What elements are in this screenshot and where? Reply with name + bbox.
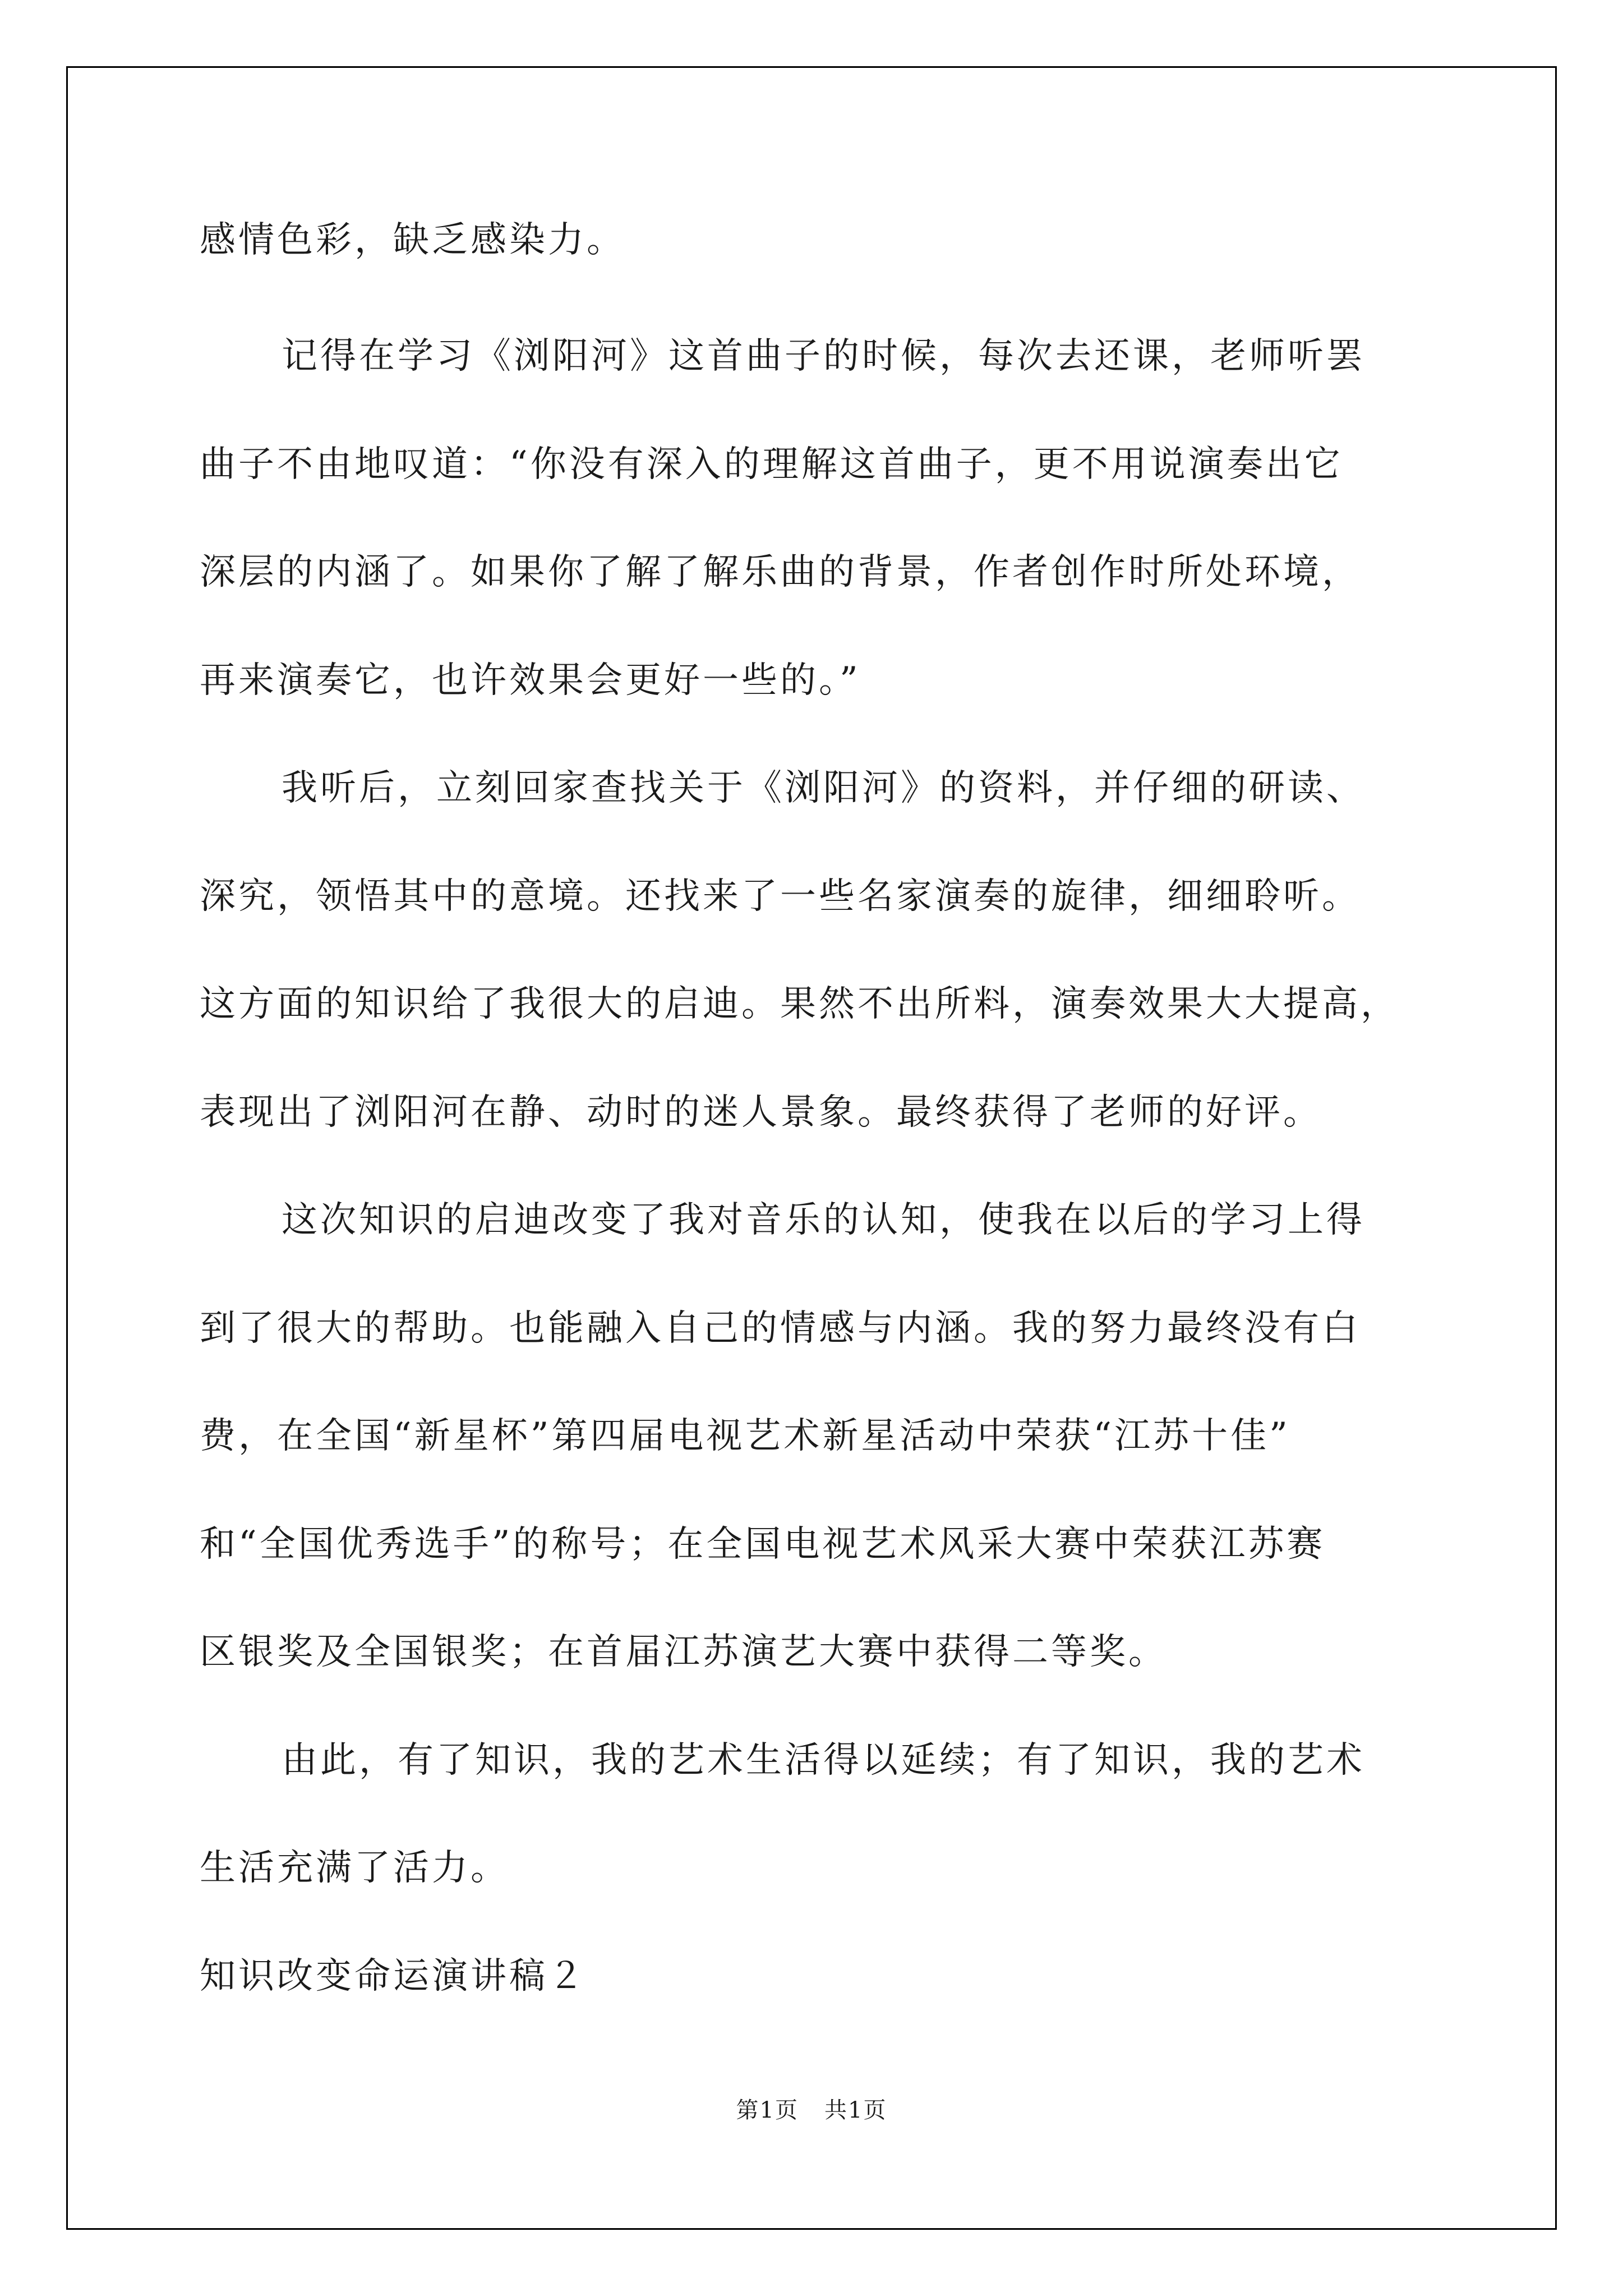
section-heading: 知识改变命运演讲稿２ [200, 1955, 587, 1997]
text-line: 费，在全国“新星杯”第四届电视艺术新星活动中荣获“江苏十佳” [200, 1415, 1290, 1457]
text-line: 和“全国优秀选手”的称号；在全国电视艺术风采大赛中荣获江苏赛 [200, 1524, 1326, 1565]
text-line: 再来演奏它，也许效果会更好一些的。” [200, 660, 861, 701]
text-line: 深层的内涵了。如果你了解了解乐曲的背景，作者创作时所处环境， [200, 551, 1361, 593]
paragraph-first-line: 记得在学习《浏阳河》这首曲子的时候，每次去还课，老师听罢 [282, 335, 1365, 377]
paragraph-first-line: 这次知识的启迪改变了我对音乐的认知，使我在以后的学习上得 [282, 1199, 1365, 1241]
text-line: 区银奖及全国银奖；在首届江苏演艺大赛中获得二等奖。 [200, 1631, 1167, 1673]
page-border [66, 66, 1557, 2230]
page-footer [0, 2096, 1623, 2125]
page-number: 第1页 [736, 2097, 799, 2123]
text-line: 曲子不由地叹道：“你没有深入的理解这首曲子，更不用说演奏出它 [200, 444, 1343, 485]
paragraph-first-line: 我听后，立刻回家查找关于《浏阳河》的资料，并仔细的研读、 [282, 767, 1365, 809]
text-line: 表现出了浏阳河在静、动时的迷人景象。最终获得了老师的好评。 [200, 1092, 1322, 1133]
text-line: 到了很大的帮助。也能融入自己的情感与内涵。我的努力最终没有白 [200, 1308, 1361, 1349]
text-line: 感情色彩，缺乏感染力。 [200, 219, 625, 261]
paragraph-first-line: 由此，有了知识，我的艺术生活得以延续；有了知识，我的艺术 [282, 1740, 1365, 1781]
text-line: 这方面的知识给了我很大的启迪。果然不出所料，演奏效果大大提高， [200, 983, 1399, 1025]
text-line: 生活充满了活力。 [200, 1847, 509, 1889]
page-total: 共1页 [824, 2097, 887, 2123]
text-line: 深究，领悟其中的意境。还找来了一些名家演奏的旋律，细细聆听。 [200, 876, 1361, 917]
